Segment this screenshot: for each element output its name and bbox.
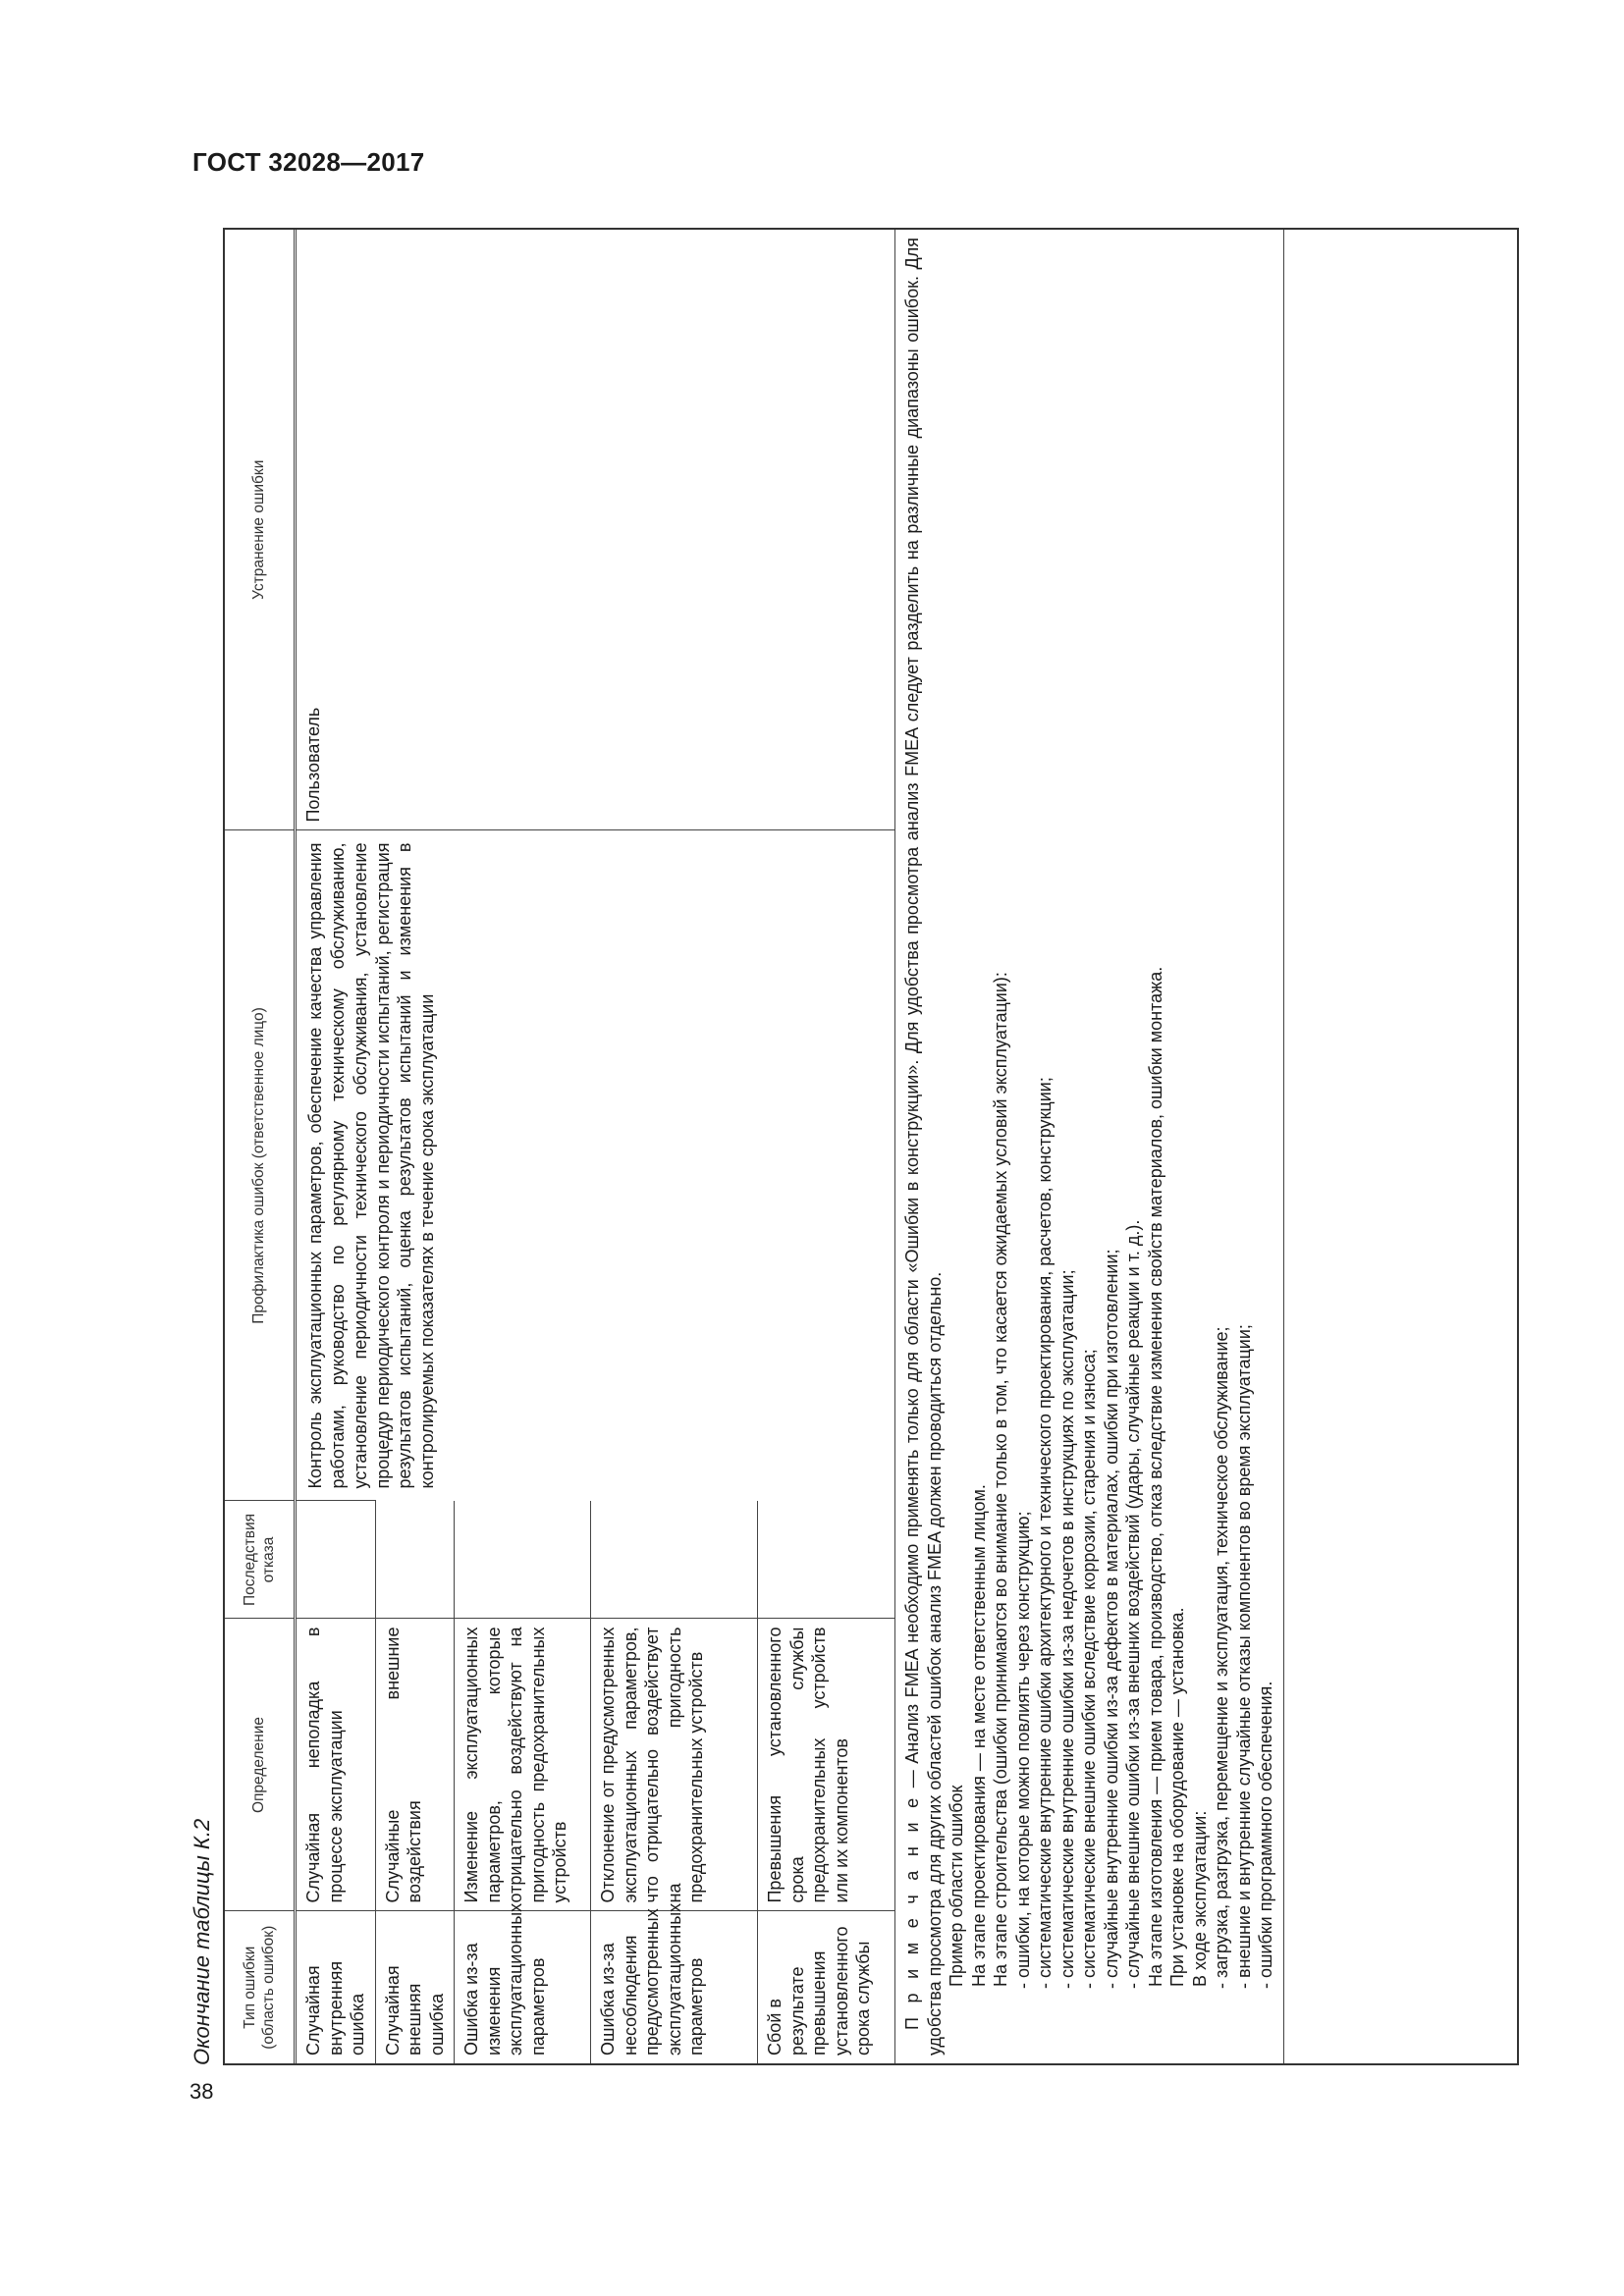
note-line: Пример области ошибок	[947, 1785, 966, 1987]
note-list-item: - внешние и внутренние случайные отказы компонентов во время эксплуатации;	[1233, 1324, 1254, 1989]
note-line: На этапе строительства (ошибки принимаются во внимание только в том, что касается ожидаемых условий эксплуатации):	[991, 972, 1010, 1987]
error-type-cell: Сбой в результате превышения установленного срока службы	[758, 1911, 895, 2063]
column-header: Профилактика ошибок (ответственное лицо)	[225, 830, 296, 1501]
error-type-cell: Ошибка из-за несоблюдения предусмотренных эксплуатационных параметров	[591, 1911, 758, 2063]
column-header: Устранение ошибки	[225, 230, 296, 830]
consequence-cell	[455, 1501, 591, 1619]
page-number: 38	[189, 2079, 214, 2104]
note-line: На этапе изготовления — прием товара, производство, отказ вследствие изменения свойств материалов, ошибки монтажа.	[1145, 966, 1165, 1987]
note-line: При установке на оборудование — установка.	[1167, 1607, 1187, 1987]
note-list-item: - систематические внешние ошибки вследствие коррозии, старения и износа;	[1079, 1349, 1099, 1989]
definition-cell: Отклонение от предусмотренных эксплуатационных параметров, что отрицательно воздействует на пригодность предохранительных устройств	[591, 1619, 758, 1911]
note-list-item: - ошибки программного обеспечения.	[1256, 1681, 1275, 1989]
note-line: На этапе проектирования — на месте ответственным лицом.	[968, 1484, 989, 1987]
standard-header: ГОСТ 32028—2017	[192, 147, 425, 177]
column-header: Последствия отказа	[225, 1501, 296, 1619]
rotated-table-page	[189, 220, 1525, 2065]
error-type-cell: Ошибка из-за изменения эксплуатационных параметров	[455, 1911, 591, 2063]
elimination-cell: Пользователь	[296, 230, 895, 830]
definition-cell: Изменение эксплуатационных параметров, которые отрицательно воздействуют на пригодность предохранительных устройств	[455, 1619, 591, 1911]
note-intro-text: — Анализ FMEA необходимо применять только для области «Ошибки в конструкции». Для удобства просмотра анализ FMEA следует разделить на различные диапазоны ошибок. Для удобства просмотра для других областей ошибок анализ FMEA должен проводиться отдельно.	[902, 238, 945, 2056]
note-cell	[895, 230, 1284, 2063]
table-row	[296, 230, 376, 2063]
error-table	[225, 230, 1284, 2063]
error-type-cell: Случайная внутренняя ошибка	[296, 1911, 376, 2063]
definition-cell: Случайная неполадка в процессе эксплуатации	[296, 1619, 376, 1911]
note-list-item: - систематические внутренние ошибки из-за недочетов в инструкциях по эксплуатации;	[1056, 1269, 1077, 1989]
column-header: Тип ошибки (область ошибок)	[225, 1911, 296, 2063]
table-header-row	[225, 230, 296, 2063]
note-list-item: - ошибки, на которые можно повлиять через конструкцию;	[1012, 1511, 1033, 1989]
table-caption: Окончание таблицы К.2	[189, 1818, 214, 2065]
note-label: П р и м е ч а н и е	[902, 1793, 922, 2030]
consequence-cell	[758, 1501, 895, 1619]
note-line: В ходе эксплуатации:	[1189, 1810, 1210, 1987]
column-header: Определение	[225, 1619, 296, 1911]
consequence-cell	[591, 1501, 758, 1619]
note-list-item: - случайные внешние ошибки из-за внешних воздействий (удары, случайные реакции и т. д.).	[1123, 1219, 1143, 1989]
note-row	[895, 230, 1284, 2063]
note-list-item: - загрузка, разгрузка, перемещение и эксплуатация, техническое обслуживание;	[1212, 1326, 1231, 1989]
note-list-item: - систематические внутренние ошибки архитектурного и технического проектирования, расчетов, конструкции;	[1035, 1077, 1055, 1989]
note-intro	[901, 238, 946, 2056]
consequence-cell	[375, 1501, 455, 1619]
table-frame	[223, 228, 1519, 2065]
note-list-item: - случайные внутренние ошибки из-за дефектов в материалах, ошибки при изготовлении;	[1101, 1249, 1121, 1989]
prevention-text: Контроль эксплуатационных параметров, обеспечение качества управления работами, руководство по регулярному техническому обслуживанию, установление периодичности технического обслуживания, установление процедур периодического контроля и периодичности испытаний, регистрация результатов испытаний, оценка результатов испытаний и изменения в контролируемых показателях в течение срока эксплуатации	[305, 842, 438, 1489]
consequence-cell	[296, 1501, 376, 1619]
error-type-cell: Случайная внешняя ошибка	[375, 1911, 455, 2063]
prevention-cell	[296, 830, 895, 1501]
definition-cell: Случайные внешние воздействия	[375, 1619, 455, 1911]
definition-cell: Превышения установленного срока службы предохранительных устройств или их компонентов	[758, 1619, 895, 1911]
